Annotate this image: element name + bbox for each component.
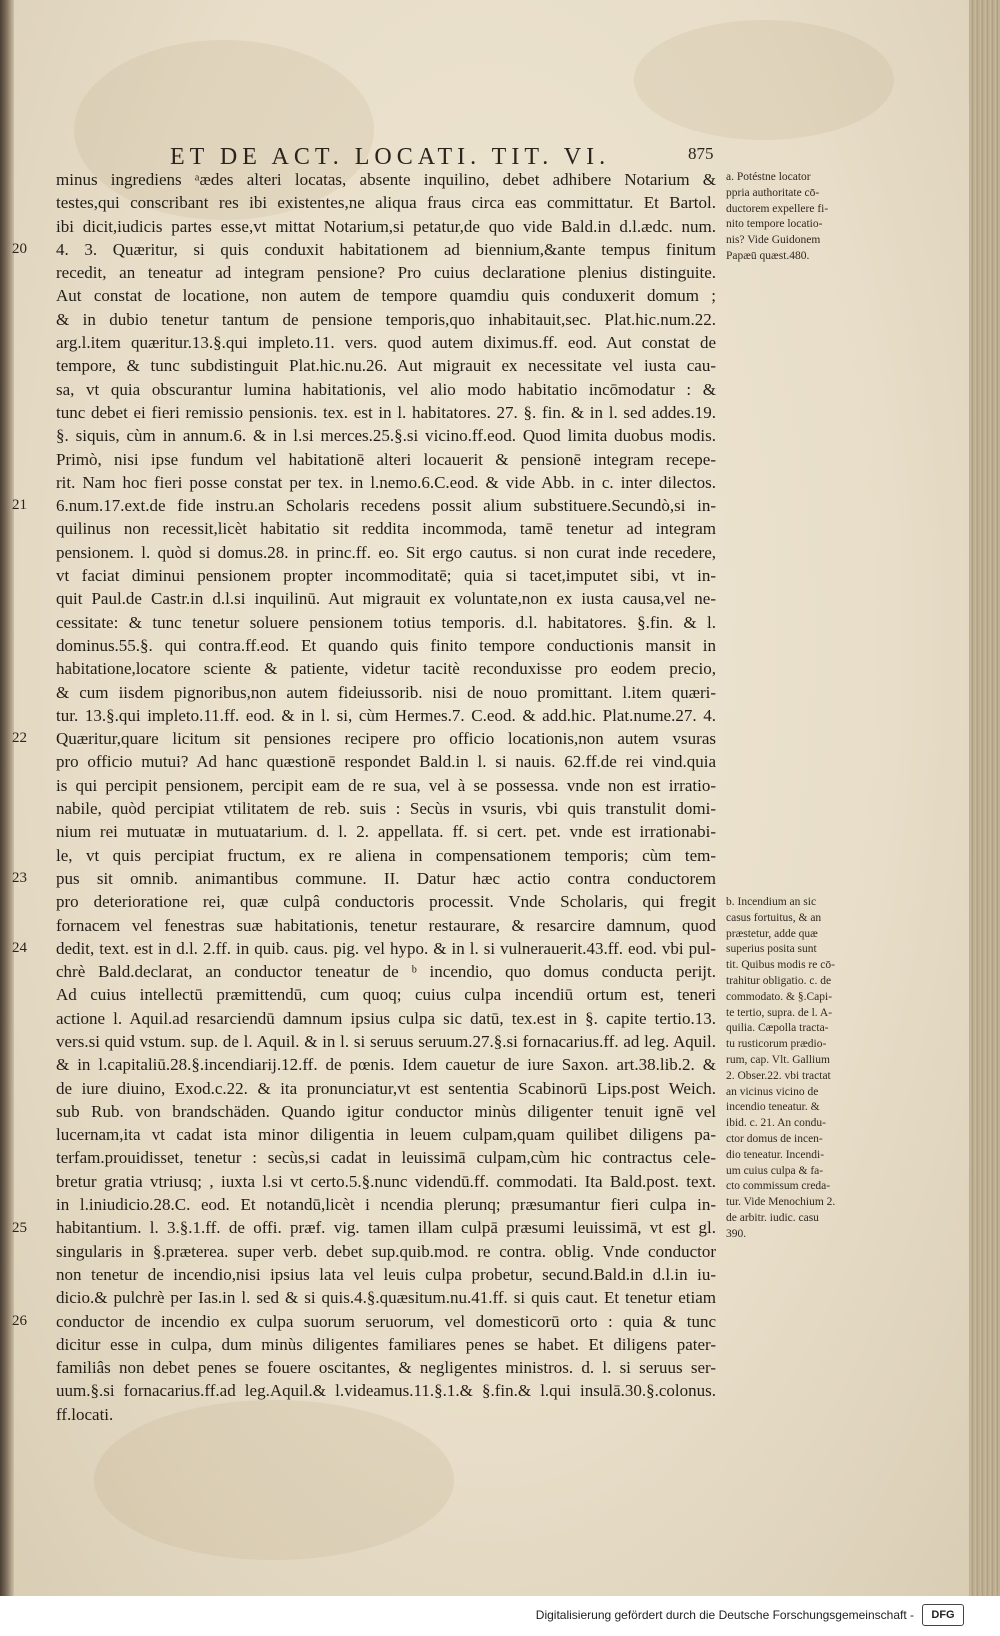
dfg-logo: DFG — [922, 1604, 964, 1626]
text-line: 6.num.17.ext.de fide instru.an Scholaris recedens possit alium substituere.Secundò,si in- — [56, 496, 716, 516]
text-line: habitatione,locatore sciente & patiente, videtur tacitè reconduxisse pro eodem precio, — [56, 659, 716, 679]
text-line: Aut constat de locatione, non autem de tempore quamdiu quis conduxerit domum ; — [56, 286, 716, 306]
text-line: le, vt quis percipiat fructum, ex re aliena in compensationem temporis; cùm tem- — [56, 845, 716, 865]
margin-note-line: 390. — [726, 1227, 747, 1240]
margin-note-line: trahitur obligatio. c. de — [726, 974, 832, 987]
line-number: 26 — [12, 1312, 27, 1329]
text-line: bretur gratia vtriusq; , iuxta l.si vt certo.5.§.nunc videndū.ff. commodati. Ita Bald.post. text. — [56, 1171, 716, 1191]
text-line: familiâs non debet penes se fouere oscitantes, & negligentes ministros. d. l. si seruus ser- — [56, 1358, 716, 1378]
text-line: chrè Bald.declarat, an conductor teneatur de ᵇ incendio, quo domus conducta perijt. — [56, 962, 716, 982]
line-number: 21 — [12, 497, 27, 514]
margin-note-line: ppria authoritate cō- — [726, 186, 820, 199]
text-line: rit. Nam hoc fieri posse constat per tex. in l.nemo.6.C.eod. & vide Abb. in c. inter dilectos. — [56, 472, 716, 492]
margin-note-line: ibid. c. 21. An condu- — [726, 1117, 826, 1130]
text-line: dominus.55.§. qui contra.ff.eod. Et quando quis finito tempore conductionis mansit in — [56, 635, 716, 655]
text-line: fornacem vel fenestras suæ habitationis, tenetur restaurare, & resarcire damnum, quod — [56, 915, 716, 935]
margin-note-line: tur. Vide Menochium 2. — [726, 1196, 836, 1209]
text-line: nabile, quòd percipiat vtilitatem de reb. suis : Secùs in vsuris, vbi quis transtulit domi- — [56, 799, 716, 819]
margin-note-line: te tertio, supra. de l. A- — [726, 1006, 833, 1019]
digitization-footer — [0, 1596, 1000, 1636]
margin-note-line: de arbitr. iudic. casu — [726, 1211, 819, 1224]
text-line: tunc debet ei fieri remissio pensionis. tex. est in l. habitatores. 27. §. fin. & in l. sed addes.19. — [56, 402, 716, 422]
margin-note-line: um cuius culpa & fa- — [726, 1164, 824, 1177]
line-number: 23 — [12, 870, 27, 886]
text-line: in l.iniudicio.28.C. eod. Et notandū,licèt i ncendia plerunq; præsumantur fieri culpa in- — [56, 1195, 716, 1215]
text-line: dicio.& pulchrè per Ias.in l. sed & si quis.4.§.quæsitum.nu.41.ff. si quis caut. Et tenetur etiam — [56, 1288, 716, 1308]
text-line: dicitur esse in culpa, dum minùs diligentes familiares penes se habet. Et diligens pater- — [56, 1334, 716, 1354]
margin-note-line: incendio teneatur. & — [726, 1101, 820, 1114]
line-number: 24 — [12, 939, 27, 956]
margin-note-line: 2. Obser.22. vbi tractat — [726, 1069, 831, 1082]
margin-note-line: casus fortuitus, & an — [726, 911, 822, 924]
margin-note-line: præstetur, adde quæ — [726, 927, 818, 940]
text-line: nium rei mutuatæ in mutuatarium. d. l. 2. appellata. ff. si cert. pet. vnde est irrationabi- — [56, 822, 716, 842]
text-line: pro deterioratione rei, quæ culpâ conductoris processit. Vnde Scholaris, qui fregit — [56, 892, 716, 912]
text-line: sa, vt quia obscurantur lumina habitationis, vel alio modo habitatio incōmodatur : & — [56, 379, 716, 399]
margin-note-line: tu rusticorum prædio- — [726, 1038, 827, 1051]
text-line: pensionem. l. quòd si domus.28. in princ.ff. eo. Sit ergo cautus. si non curat inde recedere, — [56, 542, 716, 562]
margin-note-line: rum, cap. Vlt. Gallium — [726, 1053, 830, 1066]
text-line: & in dubio tenetur tantum de pensione temporis,quo inhabitauit,sec. Plat.hic.num.22. — [56, 309, 716, 329]
text-line: uum.§.si fornacarius.ff.ad leg.Aquil.& l.videamus.11.§.1.& §.fin.& l.qui insulā.30.§.colonus. — [56, 1381, 716, 1401]
margin-note-line: nis? Vide Guidonem — [726, 234, 821, 247]
text-line: pro officio mutui? Ad hanc quæstionē respondet Bald.in l. si nauis. 62.ff.de rei vind.quia — [56, 752, 716, 772]
line-number: 25 — [12, 1219, 27, 1236]
text-line: 4. 3. Quæritur, si quis conduxit habitationem ad biennium,&ante tempus finitum — [56, 239, 716, 259]
text-line: actione l. Aquil.ad resarciendū damnum ipsius culpa sic datū, tex.est in §. capite tertio.13. — [56, 1008, 716, 1028]
header-title: ET DE ACT. LOCATI. TIT. VI. — [170, 143, 611, 170]
text-line: ff.locati. — [56, 1404, 114, 1424]
margin-note-line: nito tempore locatio- — [726, 218, 823, 231]
text-line: quilinus non recessit,licèt habitatio sit reddita incommoda, tamē tenetur ad integram — [56, 519, 716, 539]
text-line: singularis in §.præterea. super verb. debet sup.quib.mod. re contra. oblig. Vnde conductor — [56, 1241, 716, 1261]
margin-note-line: quilia. Cæpolla tracta- — [726, 1022, 829, 1035]
text-line: vt faciat diminui pensionem propter incommoditatē; quia si tacet,imputet sibi, vt in- — [56, 566, 716, 586]
text-line: §. siquis, cùm in annum.6. & in l.si merces.25.§.si vicino.ff.eod. Quod limita duobus modis. — [56, 426, 716, 446]
text-line: habitantium. l. 3.§.1.ff. de offi. præf. vig. tamen illam culpā præsumi leuissimā, vt est gl. — [56, 1218, 716, 1238]
text-line: & cum iisdem pignoribus,non autem fideiussorib. nisi de nouo promittant. l.item quæri- — [56, 682, 716, 702]
text-line: non tenetur de incendio,nisi ipsius lata vel leuis culpa probetur, secund.Bald.in d.l.in iu- — [56, 1264, 716, 1284]
text-line: quit Paul.de Castr.in d.l.si inquilinū. Aut migrauit ex voluntate,non ex iusta causa,vel ne- — [56, 589, 716, 609]
text-line: Quæritur,quare licitum sit pensiones recipere pro officio locationis,non autem vsuras — [56, 729, 716, 749]
margin-note-line: a. Potéstne locator — [726, 171, 811, 183]
margin-note-line: superius posita sunt — [726, 943, 817, 956]
main-text-column — [56, 168, 716, 1426]
text-line: tempore, & tunc subdistinguit Plat.hic.nu.26. Aut migrauit ex necessitate vel iusta cau- — [56, 356, 716, 376]
text-line: Ad cuius intellectū præmittendū, cum quoq; cuius culpa incendiū ortum est, teneri — [56, 985, 716, 1005]
margin-note-a — [726, 170, 846, 265]
text-line: terfam.prouidisset, tenetur : secùs,si cadat in leuissimā culpam,cùm hic contractus cele- — [56, 1148, 716, 1168]
text-line: vers.si quid vstum. sup. de l. Aquil. & in l. si seruus seruum.27.§.si fornacarius.ff. ad leg. Aquil. — [56, 1031, 716, 1051]
text-line: lucernam,ita vt cadat ista minor diligentia in leuem culpam,quam quilibet diligens pa- — [56, 1125, 716, 1145]
margin-note-line: ctor domus de incen- — [726, 1132, 823, 1145]
text-line: cessitate: & tunc tenetur soluere pensionem totius temporis. d.l. habitatores. §.fin. & l. — [56, 612, 716, 632]
text-line: minus ingrediens ᵃædes alteri locatas, absente inquilino, debet adhibere Notarium & — [56, 170, 716, 189]
page-number: 875 — [688, 144, 714, 163]
margin-note-line: an vicinus vicino de — [726, 1085, 819, 1098]
margin-note-line: b. Incendium an sic — [726, 896, 817, 908]
margin-note-line: tit. Quibus modis re cō- — [726, 959, 835, 972]
margin-note-line: cto commissum creda- — [726, 1180, 831, 1193]
text-line: Primò, nisi ipse fundum vel habitationē alteri locauerit & pensionē integram recepe- — [56, 449, 716, 469]
text-line: de iure diuino, Exod.c.22. & ita pronunciatur,vt est sententia Scabinorū Lips.post Weich. — [56, 1078, 716, 1098]
margin-note-b — [726, 895, 848, 1243]
margin-note-line: dio teneatur. Incendi- — [726, 1148, 825, 1161]
text-line: sub Rub. von brandschäden. Quando igitur conductor minùs diligenter tenuit ignē vel — [56, 1101, 716, 1121]
text-line: dedit, text. est in d.l. 2.ff. in quib. caus. pig. vel hypo. & in l. si vulnerauerit.43.ff. eod. vbi pul- — [56, 938, 716, 958]
text-line: pus sit omnib. animantibus commune. II. Datur hæc actio contra conductorem — [56, 868, 716, 888]
page-edge — [969, 0, 1000, 1596]
text-line: & in l.capitaliū.28.§.incendiarij.12.ff. de pœnis. Idem cauetur de iure Saxon. art.38.lib.2. & — [56, 1055, 716, 1075]
text-line: tur. 13.§.qui impleto.11.ff. eod. & in l. si, cùm Hermes.7. C.eod. & add.hic. Plat.nume.27. 4. — [56, 705, 716, 725]
text-line: recedit, an teneatur ad integram pensione? Pro cuius declaratione plenius distinguite. — [56, 263, 716, 283]
margin-note-line: commodato. & §.Capi- — [726, 990, 833, 1003]
text-line: testes,qui conscribant res ibi existentes,ne aliqua fraus circa eas committatur. Et Bartol. — [56, 193, 716, 213]
text-line: arg.l.item quæritur.13.§.qui impleto.11. vers. quod autem diximus.ff. eod. Aut constat de — [56, 333, 716, 353]
margin-note-line: Papæū quæst.480. — [726, 249, 810, 262]
margin-note-line: ductorem expellere fi- — [726, 202, 829, 215]
text-line: is qui percipit pensionem, percipit eam de re sua, vel à se possessa. vnde non est irratio- — [56, 775, 716, 795]
text-line: conductor de incendio ex culpa suorum seruorum, vel domesticorū orto : quia & tunc — [56, 1311, 716, 1331]
footer-credit: Digitalisierung gefördert durch die Deutsche Forschungsgemeinschaft - — [535, 1608, 914, 1622]
line-number: 22 — [12, 730, 27, 747]
text-line: ibi dicit,iudicis partes esse,vt mittat Notarium,si petatur,de quo vide Bald.in d.l.ædc. num. — [56, 216, 716, 236]
line-number: 20 — [12, 240, 27, 257]
